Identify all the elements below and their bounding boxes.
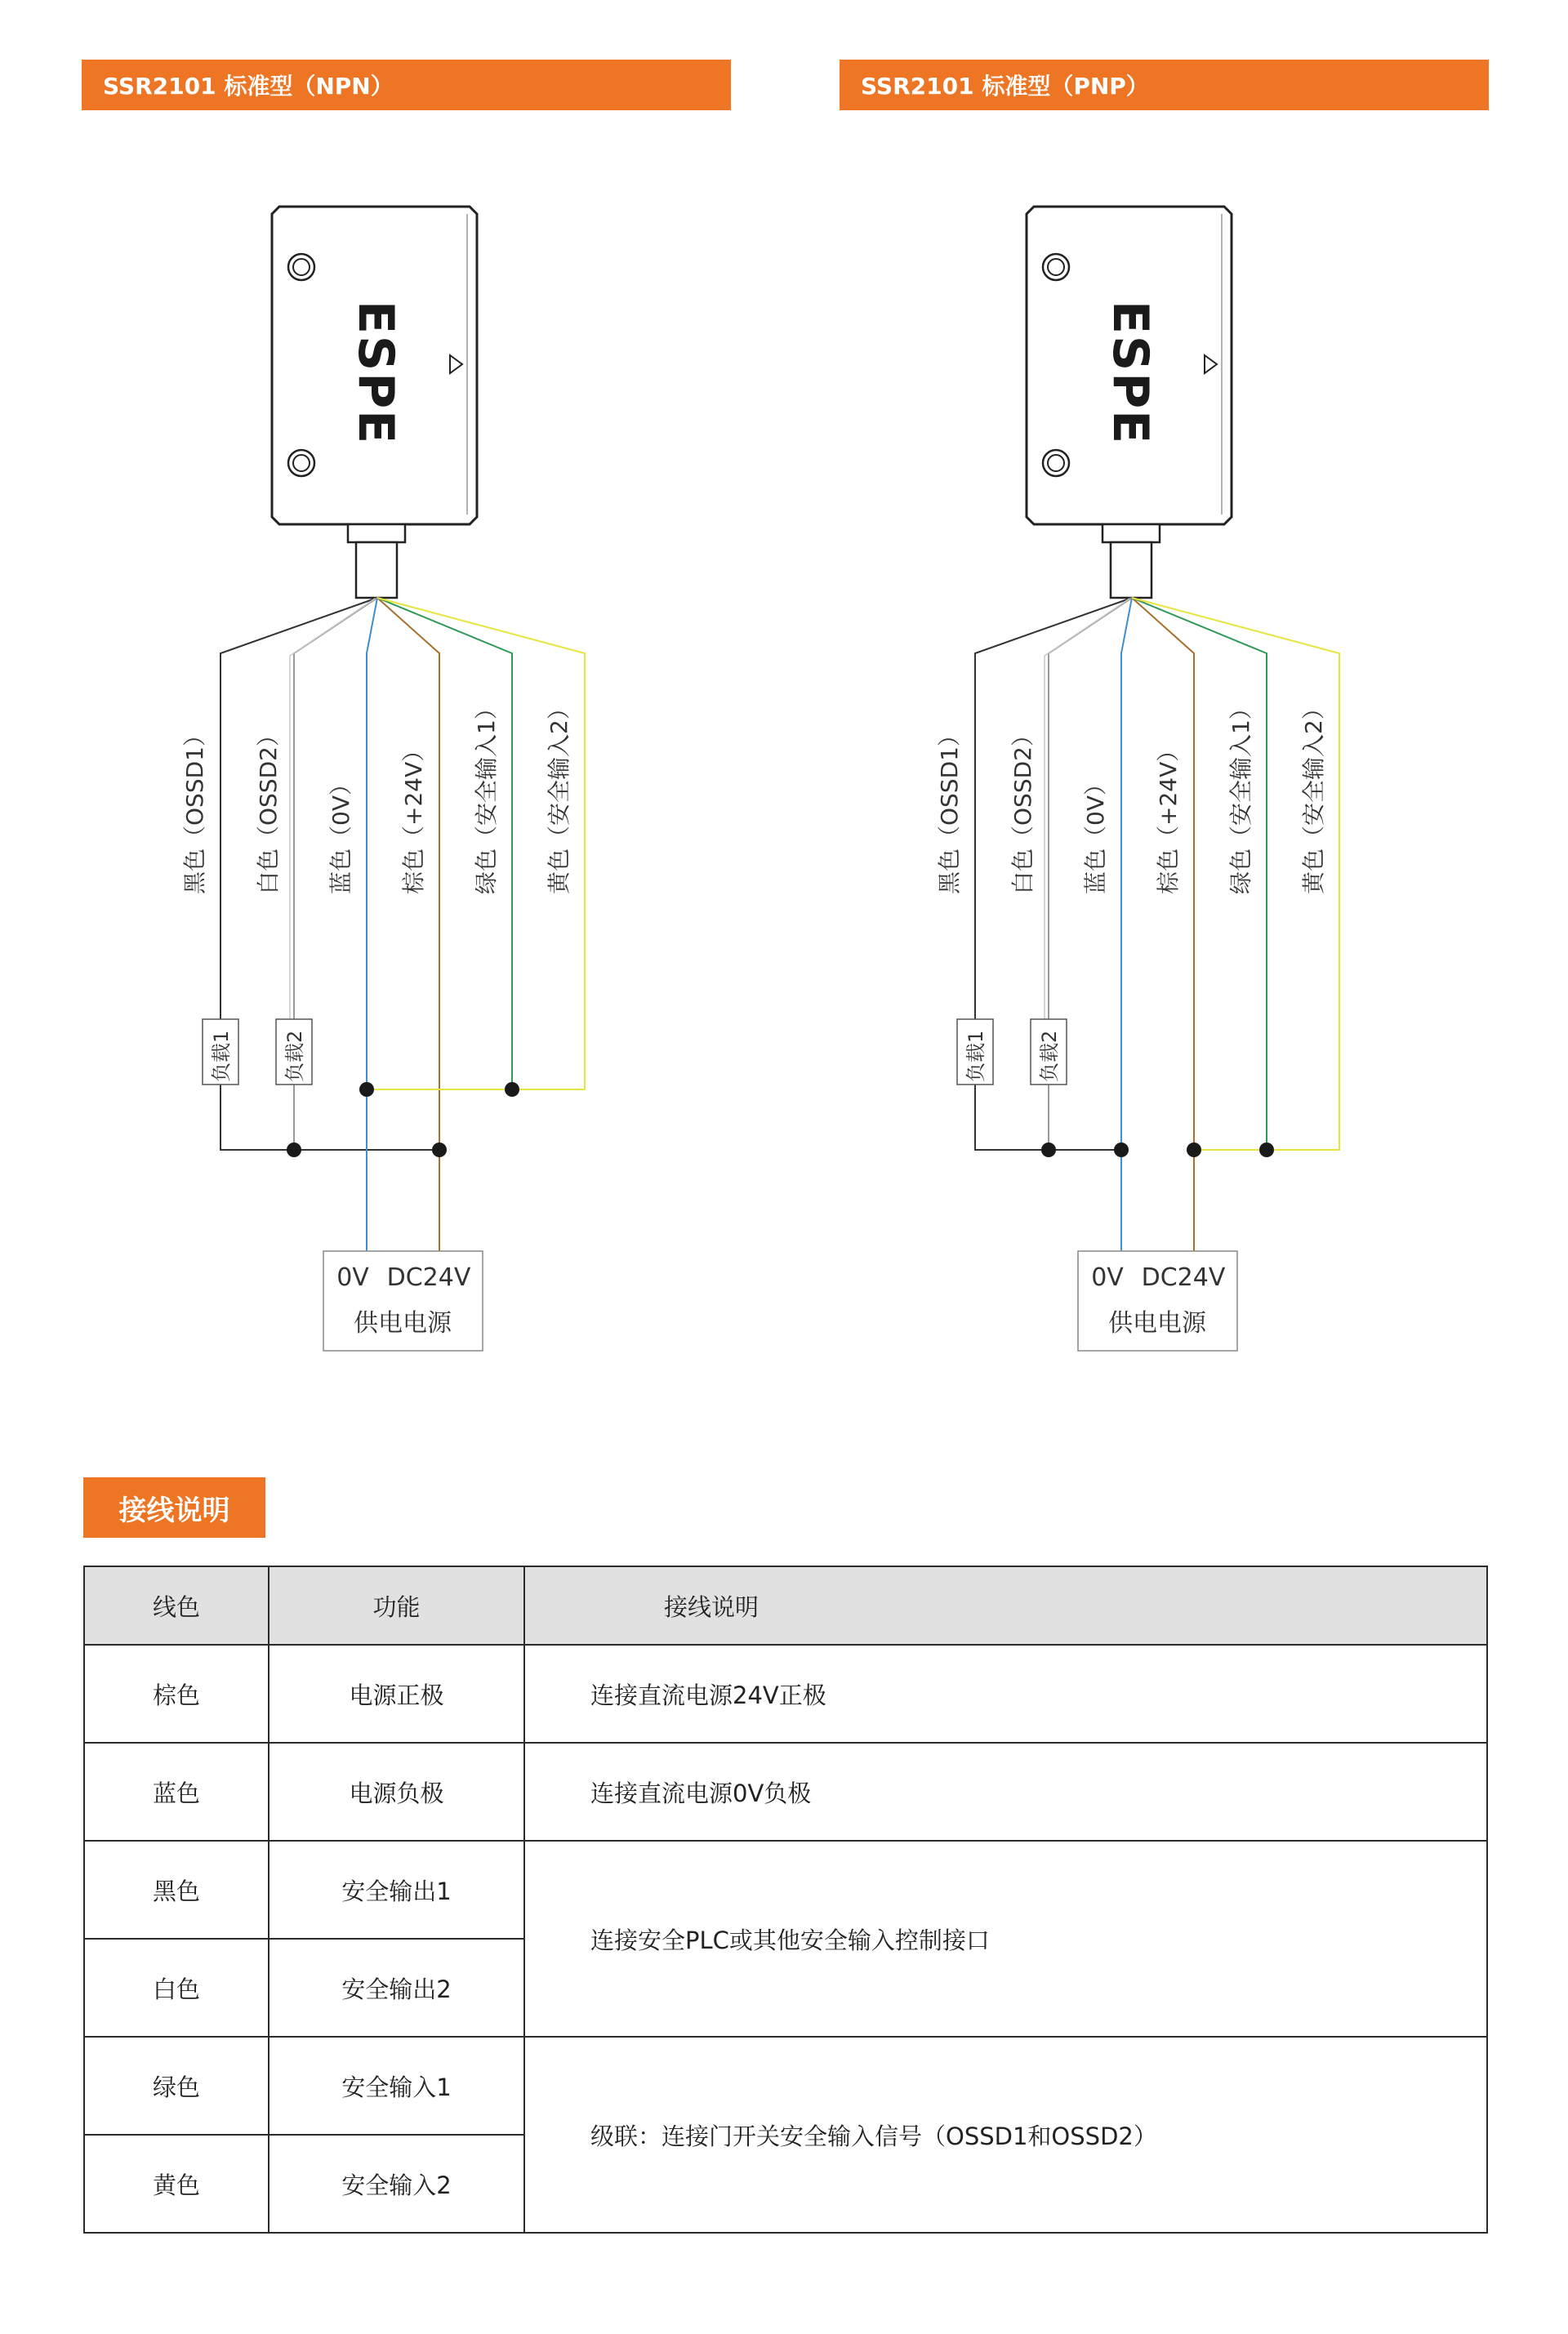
label-brown: 棕色（+24V） — [400, 738, 427, 894]
label-green: 绿色（安全输入1） — [473, 697, 500, 894]
section-title: 接线说明 — [118, 1494, 230, 1527]
pnp-title-banner — [840, 60, 1489, 110]
cell-description: 连接安全PLC或其他安全输入控制接口 — [524, 1841, 1487, 2037]
header-description: 接线说明 — [524, 1566, 1487, 1645]
label-yellow: 黄色（安全输入2） — [546, 697, 572, 894]
power-name-label: 供电电源 — [354, 1309, 452, 1338]
load2-label: 负载2 — [283, 1030, 306, 1082]
cell-function: 安全输入1 — [269, 2037, 524, 2135]
cell-function: 安全输出2 — [269, 1939, 524, 2037]
connector-collar — [1102, 524, 1160, 542]
junction-dot — [1041, 1143, 1056, 1157]
junction-dot — [1187, 1143, 1201, 1157]
connector-cable — [356, 542, 397, 598]
junction-dot — [287, 1143, 301, 1157]
table-header-row — [84, 1566, 1487, 1645]
connector-cable — [1111, 542, 1152, 598]
table-row — [84, 2037, 1487, 2135]
power-0v-label: 0V — [336, 1263, 369, 1292]
label-yellow: 黄色（安全输入2） — [1300, 697, 1327, 894]
power-dc24v-label: DC24V — [386, 1263, 471, 1292]
load2-label: 负载2 — [1038, 1030, 1061, 1082]
power-0v-label: 0V — [1091, 1263, 1124, 1292]
npn-title: SSR2101 标准型（NPN） — [103, 73, 394, 100]
cell-color: 黑色 — [84, 1841, 269, 1939]
npn-title-banner — [82, 60, 731, 110]
power-name-label: 供电电源 — [1108, 1309, 1206, 1338]
cell-color: 棕色 — [84, 1645, 269, 1743]
cell-color: 黄色 — [84, 2135, 269, 2233]
junction-dot — [1114, 1143, 1129, 1157]
label-green: 绿色（安全输入1） — [1227, 697, 1254, 894]
load1-label: 负载1 — [210, 1030, 233, 1082]
cell-description: 连接直流电源0V负极 — [524, 1743, 1487, 1841]
table-row — [84, 1645, 1487, 1743]
junction-dot — [359, 1082, 374, 1097]
header-wire-color: 线色 — [84, 1566, 269, 1645]
label-brown: 棕色（+24V） — [1155, 738, 1182, 894]
cell-color: 绿色 — [84, 2037, 269, 2135]
cell-function: 安全输出1 — [269, 1841, 524, 1939]
sensor-logo: ESPE — [347, 301, 404, 446]
junction-dot — [1259, 1143, 1274, 1157]
sensor-logo: ESPE — [1102, 301, 1159, 446]
wire-brown — [377, 598, 439, 1251]
npn-wiring-diagram — [0, 188, 784, 1396]
label-black: 黑色（OSSD1） — [936, 724, 963, 894]
junction-dot — [432, 1143, 447, 1157]
junction-dot — [505, 1082, 519, 1097]
wire-brown — [1132, 598, 1194, 1251]
wire-blue — [367, 598, 377, 1251]
label-black: 黑色（OSSD1） — [181, 724, 208, 894]
table-row — [84, 1841, 1487, 1939]
connector-collar — [348, 524, 405, 542]
table-row — [84, 1743, 1487, 1841]
label-blue: 蓝色（0V） — [327, 773, 354, 894]
cell-function: 电源正极 — [269, 1645, 524, 1743]
cell-description: 连接直流电源24V正极 — [524, 1645, 1487, 1743]
wiring-table — [83, 1566, 1488, 2234]
cell-color: 白色 — [84, 1939, 269, 2037]
cell-function: 安全输入2 — [269, 2135, 524, 2233]
label-white: 白色（OSSD2） — [255, 724, 282, 894]
cell-description: 级联：连接门开关安全输入信号（OSSD1和OSSD2） — [524, 2037, 1487, 2233]
header-function: 功能 — [269, 1566, 524, 1645]
load1-label: 负载1 — [964, 1030, 987, 1082]
cell-color: 蓝色 — [84, 1743, 269, 1841]
cell-function: 电源负极 — [269, 1743, 524, 1841]
pnp-title: SSR2101 标准型（PNP） — [861, 73, 1149, 100]
pnp-wiring-diagram — [755, 188, 1539, 1396]
label-white: 白色（OSSD2） — [1009, 724, 1036, 894]
power-dc24v-label: DC24V — [1141, 1263, 1226, 1292]
label-blue: 蓝色（0V） — [1082, 773, 1109, 894]
section-title-banner — [83, 1477, 265, 1538]
